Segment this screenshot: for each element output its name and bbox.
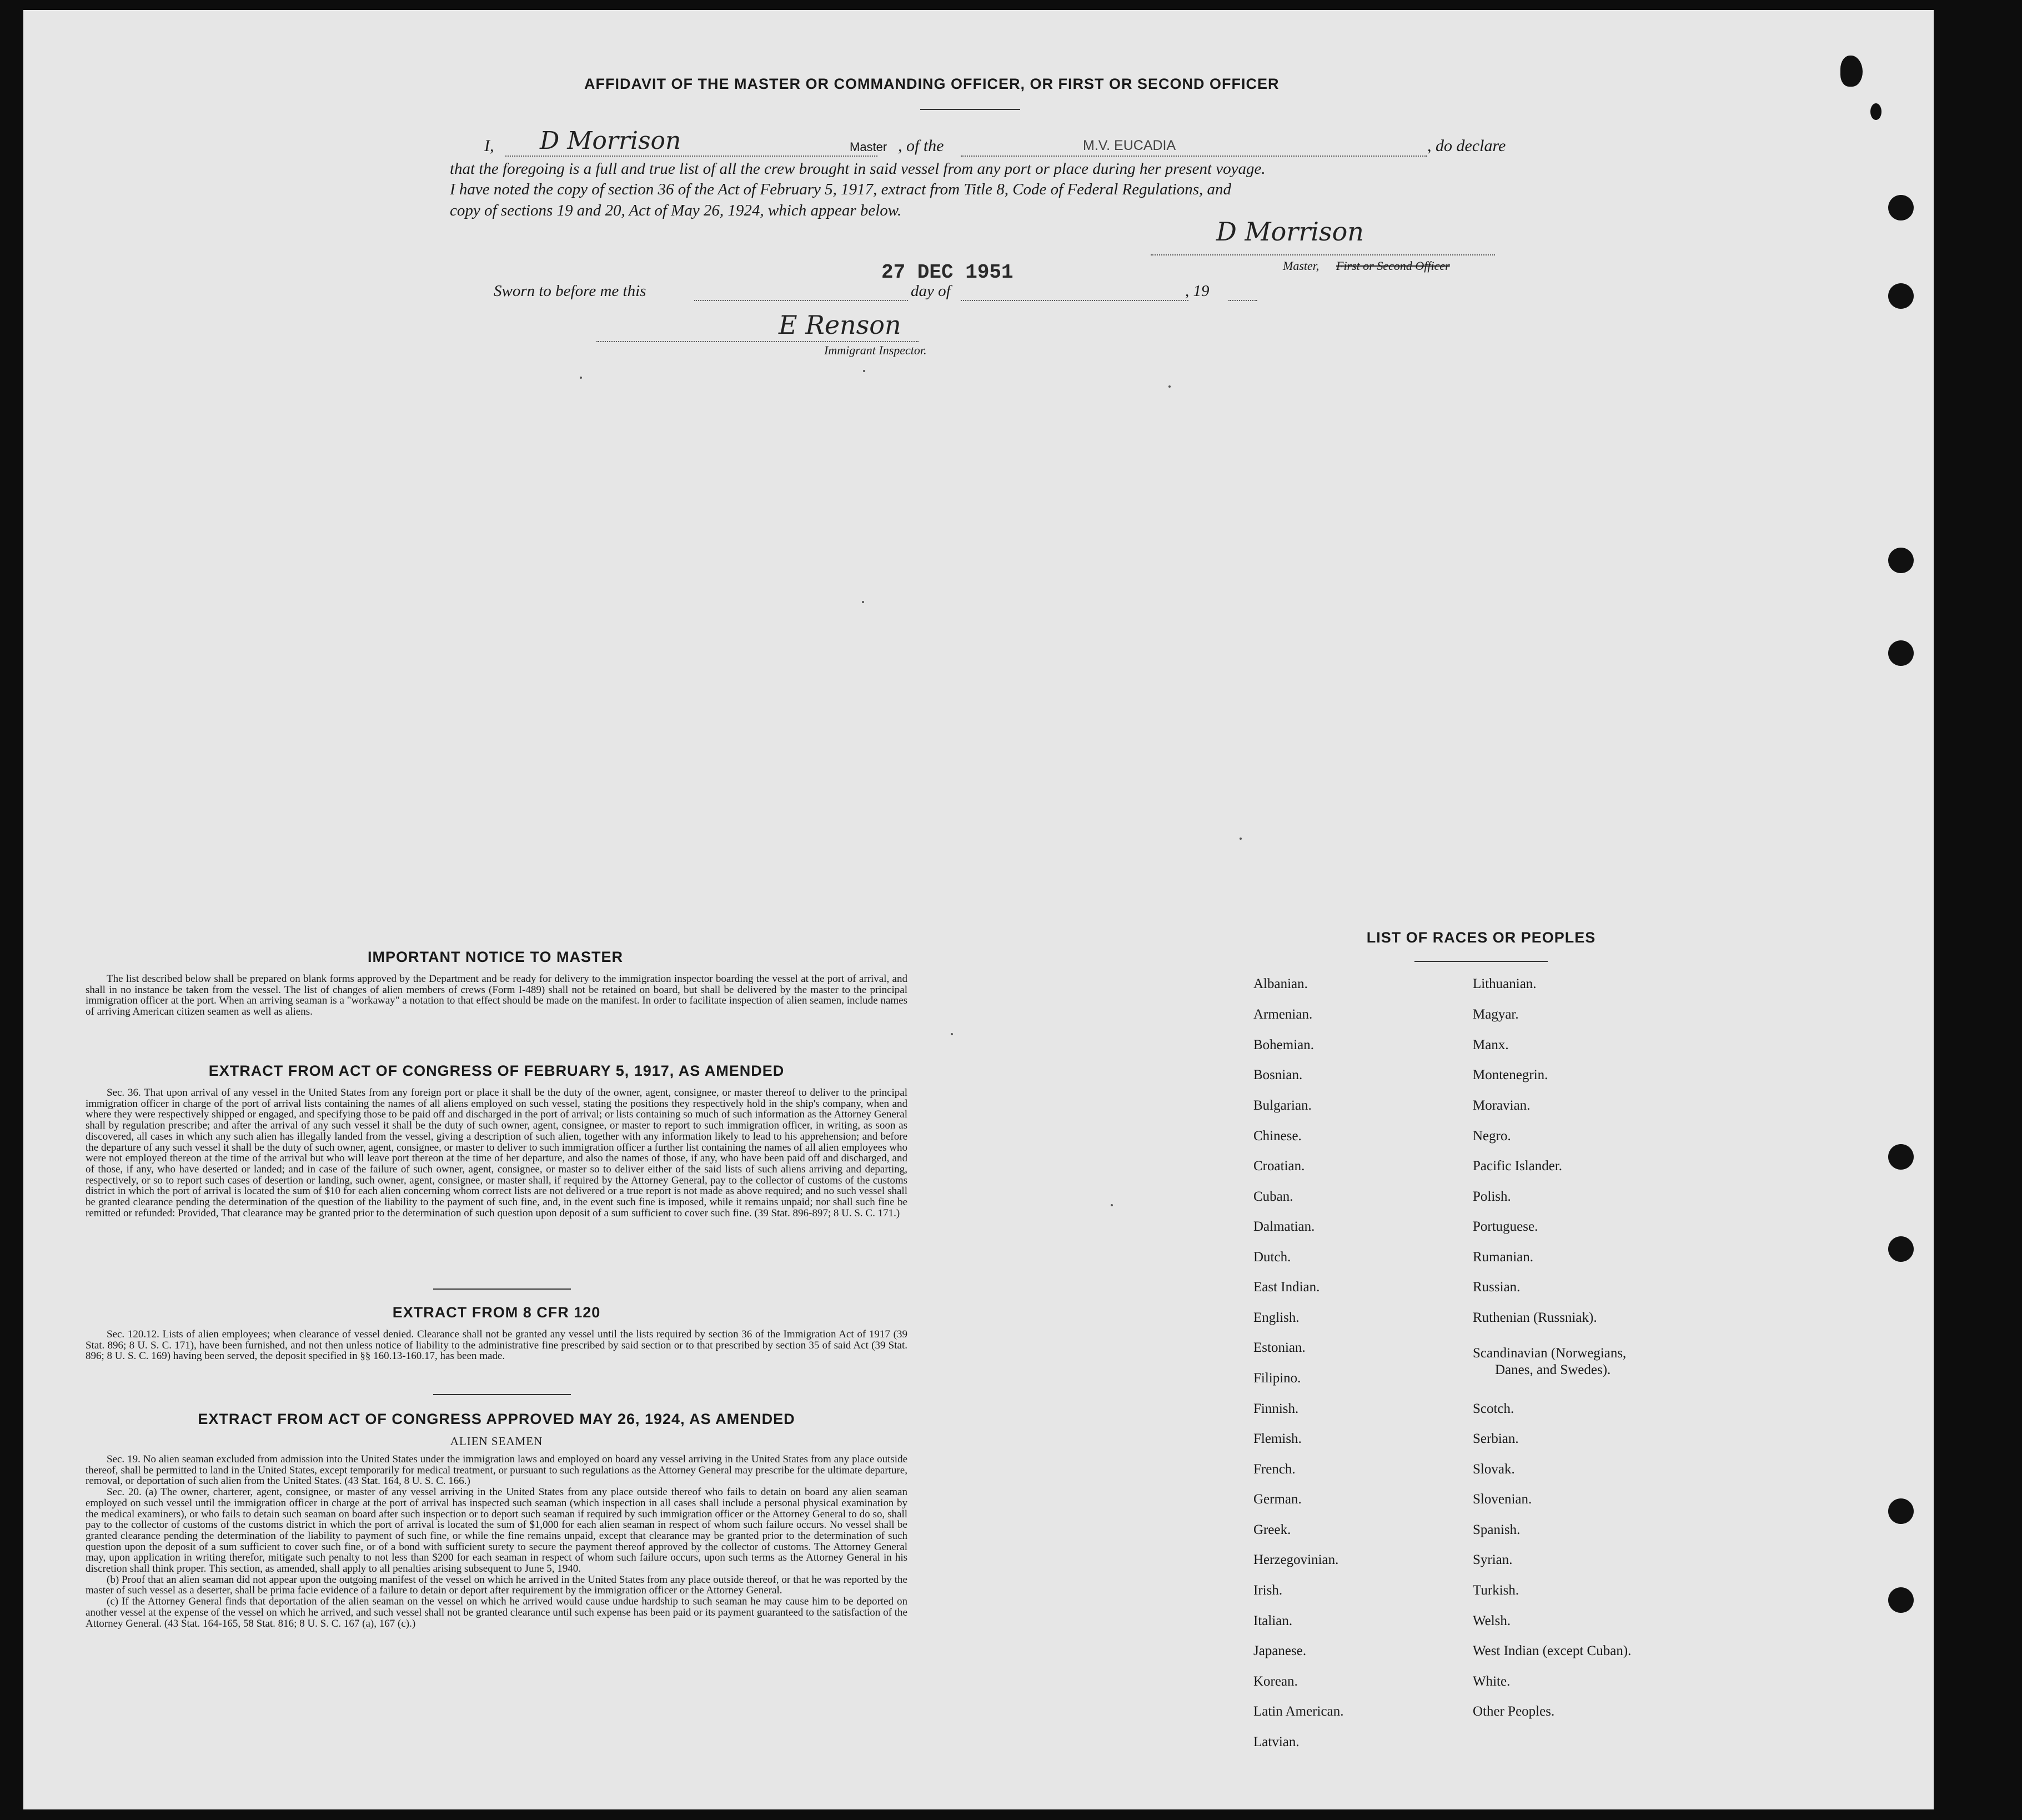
vessel-field-line (961, 156, 1427, 157)
ink-blot (1840, 56, 1863, 87)
section-120-paragraph: Sec. 120.12. Lists of alien employees; when clearance of vessel denied. Clearance shall not be granted any vessel until the lists required by section 36 of the Immigration Act of 1917 (39 Stat. 896; 8 U. S. C. 171), have been furnished, and not then unless notice of liability to the administrative fine prescribed by said section or to that prescribed by section 35 of said Act (39 Stat. 896; 8 U. S. C. 169) having been served, the deposit specified in §§ 160.13-160.17, has been made. (86, 1328, 907, 1362)
race-item: Filipino. (1253, 1371, 1301, 1386)
race-item: Bosnian. (1253, 1067, 1303, 1082)
declaration-i: I, (484, 137, 494, 155)
inspector-label: Immigrant Inspector. (824, 343, 927, 357)
extract-cfr-heading: EXTRACT FROM 8 CFR 120 (392, 1304, 601, 1321)
punch-hole (1888, 1498, 1914, 1524)
race-item: Turkish. (1473, 1583, 1519, 1598)
race-item: Chinese. (1253, 1129, 1302, 1144)
races-heading-rule (1414, 961, 1548, 962)
race-item: Latin American. (1253, 1704, 1344, 1719)
ink-blot (1870, 103, 1881, 120)
do-declare-label: , do declare (1427, 137, 1506, 155)
race-item: Lithuanian. (1473, 976, 1537, 991)
race-item: Negro. (1473, 1129, 1511, 1144)
notice-text (86, 974, 907, 1017)
document-page (23, 10, 1934, 1809)
race-item: Irish. (1253, 1583, 1283, 1598)
section-20b-paragraph: (b) Proof that an alien seaman did not appear upon the outgoing manifest of the vessel on which he arrived in the United States from any place outside thereof, or that he was reported by the master of such vessel as a deserter, shall be prima facie evidence of a failure to detain or deport after requirement by the immigration officer or the Attorney General. (86, 1573, 907, 1597)
race-item: Cuban. (1253, 1189, 1293, 1204)
section-19-paragraph: Sec. 19. No alien seaman excluded from admission into the United States under the immigration laws and employed on board any vessel arriving in the United States from any place outside thereof, shall be permitted to land in the United States, except temporarily for medical treatment, or pursuant to such regulations as the Attorney General may prescribe for the ultimate departure, removal, or deportation of such alien from the United States. (43 Stat. 164, 8 U. S. C. 166.) (86, 1453, 907, 1487)
master-name-handwritten: D Morrison (540, 127, 681, 155)
extract-cfr-text (86, 1329, 907, 1362)
race-item: Magyar. (1473, 1007, 1519, 1022)
section-divider (433, 1394, 571, 1395)
race-item: Spanish. (1473, 1522, 1521, 1537)
year-field-line (1228, 300, 1257, 301)
alien-seamen-subheading: ALIEN SEAMEN (450, 1435, 543, 1448)
race-item: Montenegrin. (1473, 1067, 1548, 1082)
race-item: Korean. (1253, 1674, 1298, 1689)
race-item: Finnish. (1253, 1401, 1299, 1416)
inspector-signature-line (596, 341, 919, 342)
race-item: Japanese. (1253, 1643, 1307, 1658)
declaration-line-2: I have noted the copy of section 36 of the Act of February 5, 1917, extract from Title 8, Code of Federal Regulations, and (450, 181, 1232, 198)
race-item: East Indian. (1253, 1280, 1320, 1295)
inspector-signature: E Renson (779, 310, 901, 340)
race-item: Moravian. (1473, 1098, 1531, 1113)
race-item: Slovak. (1473, 1462, 1515, 1477)
race-item: Herzegovinian. (1253, 1552, 1339, 1567)
master-label: Master, (1283, 259, 1319, 273)
race-item: Other Peoples. (1473, 1704, 1555, 1719)
extract-1924-heading: EXTRACT FROM ACT OF CONGRESS APPROVED MAY 26, 1924, AS AMENDED (198, 1411, 795, 1427)
declaration-line-1: that the foregoing is a full and true list of all the crew brought in said vessel from any port or place during her present voyage. (450, 160, 1266, 178)
speck (862, 601, 864, 603)
race-item: Rumanian. (1473, 1250, 1534, 1265)
race-item: French. (1253, 1462, 1296, 1477)
punch-hole (1888, 283, 1914, 309)
punch-hole (1888, 1236, 1914, 1262)
race-item: Danes, and Swedes). (1495, 1362, 1611, 1377)
race-item: Pacific Islander. (1473, 1159, 1563, 1174)
race-item: Syrian. (1473, 1552, 1513, 1567)
race-item: Armenian. (1253, 1007, 1313, 1022)
section-36-paragraph: Sec. 36. That upon arrival of any vessel in the United States from any foreign port or place it shall be the duty of the owner, agent, consignee, or master thereof to deliver to the principal immigration officer in charge of the port of arrival lists containing the names of all aliens employed on such vessel, stating the positions they respectively hold in the ship's company, when and where they were respectively shipped or engaged, and specifying those to be paid off and discharged in the port of arrival; or lists containing so much of such information as the Attorney General shall by regulation prescribe; and after the arrival of any such vessel it shall be the duty of such owner, agent, consignee, or master to report to such immigration officer, in writing, as soon as discovered, all cases in which any such alien has illegally landed from the vessel, giving a description of such alien, together with any information likely to lead to his apprehension; and before the departure of any such vessel it shall be the duty of such owner, agent, consignee, or master to deliver to such immigration officer a further list containing the names of all alien employees who were not employed thereon at the time of the arrival but who will leave port thereon at the time of her departure, and also the names of those, if any, who have been paid off and discharged, and of those, if any, who have deserted or landed; and in case of the failure of such owner, agent, consignee, or master so to deliver either of the said lists of such aliens arriving and departing, respectively, or so to report such cases of desertion or landing, such owner, agent, consignee, or master shall, if required by the Attorney General, pay to the collector of customs of the customs district in which the port of arrival is located the sum of $10 for each alien concerning whom correct lists are not delivered or a true report is not made as above required; and no such vessel shall be granted clearance pending the determination of the question of the liability to the payment of such fine, and, in the event such fine is imposed, while it remains unpaid; nor shall such fine be remitted or refunded: Provided, That clearance may be granted prior to the determination of such question upon deposit of a sum sufficient to cover such fine. (39 Stat. 896-897; 8 U. S. C. 171.) (86, 1087, 907, 1219)
race-item: White. (1473, 1674, 1511, 1689)
race-item: Flemish. (1253, 1431, 1302, 1446)
race-item: Estonian. (1253, 1340, 1306, 1355)
notice-paragraph: The list described below shall be prepared on blank forms approved by the Department and be ready for delivery to the immigration inspector boarding the vessel at the port of arrival, and shall in no instance be taken from the vessel. The list of changes of alien members of crews (Form I-489) shall not be retained on board, but shall be delivered by the master to the principal immigration officer at the port. When an arriving seaman is a "workaway" a notation to that effect should be made on the manifest. In order to facilitate inspection of alien seamen, include names of arriving American citizen seamen as well as aliens. (86, 973, 907, 1018)
race-item: Slovenian. (1473, 1492, 1532, 1507)
race-item: Scotch. (1473, 1401, 1514, 1416)
signature-line (1151, 254, 1495, 255)
speck (1168, 385, 1171, 388)
punch-hole (1888, 640, 1914, 666)
punch-hole (1888, 195, 1914, 220)
section-20a-paragraph: Sec. 20. (a) The owner, charterer, agent, consignee, or master of any vessel arriving in the United States from any place outside thereof who fails to detain on board any alien seaman employed on such vessel until the immigration officer in charge at the port of arrival has inspected such seaman (which inspection in all cases shall include a personal physical examination by the medical examiners), or who fails to detain such seaman on board after such inspection or to deport such seaman if required by such immigration officer or the Attorney General to do so, shall pay to the collector of customs of the customs district in which the port of arrival is located the sum of $1,000 for each alien seaman in respect of whom such failure occurs. No vessel shall be granted clearance pending the determination of the liability to payment of such fine, or while the fine remains unpaid, except that clearance may be granted prior to the determination of such question upon the deposit of a sum sufficient to cover such fine, or of a bond with sufficient surety to secure the payment thereof approved by the collector of customs. The Attorney General may, upon application in writing therefor, mitigate such penalty to not less than $200 for each seaman in respect of whom such failure occurs, upon such terms as the Attorney General in his discretion shall think proper. This section, as amended, shall apply to all penalties arising subsequent to June 5, 1940. (86, 1486, 907, 1575)
month-field-line (961, 300, 1188, 301)
punch-hole (1888, 548, 1914, 573)
race-item: Bohemian. (1253, 1037, 1314, 1052)
race-item: Serbian. (1473, 1431, 1519, 1446)
races-heading: LIST OF RACES OR PEOPLES (1366, 929, 1596, 946)
race-item: Russian. (1473, 1280, 1521, 1295)
struck-officer-label: First or Second Officer (1336, 259, 1450, 273)
date-stamp: 27 DEC 1951 (881, 261, 1013, 284)
extract-1917-text (86, 1087, 907, 1219)
race-item: Welsh. (1473, 1613, 1511, 1628)
affidavit-heading: AFFIDAVIT OF THE MASTER OR COMMANDING OFFICER, OR FIRST OR SECOND OFFICER (584, 76, 1280, 92)
section-divider (433, 1288, 571, 1290)
day-of-label: day of (911, 282, 951, 300)
speck (1111, 1204, 1113, 1206)
of-the-label: , of the (898, 137, 944, 155)
race-item: Portuguese. (1473, 1219, 1538, 1234)
year-prefix-label: , 19 (1185, 282, 1210, 300)
race-item: West Indian (except Cuban). (1473, 1643, 1632, 1658)
race-item: Scandinavian (Norwegians, (1473, 1346, 1627, 1361)
section-20c-paragraph: (c) If the Attorney General finds that deportation of the alien seaman on the vessel on which he arrived would cause undue hardship to such seaman he may cause him to be deported on another vessel at the expense of the vessel on which he arrived, and such vessel shall not be granted clearance until such expense has been paid or its payment guaranteed to the satisfaction of the Attorney General. (43 Stat. 164-165, 58 Stat. 816; 8 U. S. C. 167 (a), 167 (c).) (86, 1596, 907, 1630)
race-item: Polish. (1473, 1189, 1511, 1204)
race-item: Manx. (1473, 1037, 1509, 1052)
race-item: Croatian. (1253, 1159, 1305, 1174)
master-signature: D Morrison (1216, 217, 1364, 247)
race-item: German. (1253, 1492, 1302, 1507)
race-item: Ruthenian (Russniak). (1473, 1310, 1597, 1325)
name-field-line (505, 156, 877, 157)
rank-label: Master (850, 140, 887, 154)
notice-heading: IMPORTANT NOTICE TO MASTER (368, 949, 623, 965)
speck (863, 370, 865, 372)
vessel-name: M.V. EUCADIA (1083, 138, 1176, 153)
race-item: English. (1253, 1310, 1300, 1325)
extract-1924-text (86, 1454, 907, 1629)
speck (951, 1033, 953, 1035)
race-item: Latvian. (1253, 1734, 1300, 1749)
speck (580, 377, 582, 379)
race-item: Dalmatian. (1253, 1219, 1315, 1234)
race-item: Greek. (1253, 1522, 1291, 1537)
race-item: Bulgarian. (1253, 1098, 1312, 1113)
declaration-line-3: copy of sections 19 and 20, Act of May 26, 1924, which appear below. (450, 202, 902, 219)
heading-rule (920, 109, 1020, 110)
race-item: Italian. (1253, 1613, 1293, 1628)
sworn-label: Sworn to before me this (494, 282, 646, 300)
race-item: Albanian. (1253, 976, 1308, 991)
day-field-line (694, 300, 908, 301)
punch-hole (1888, 1587, 1914, 1613)
speck (1240, 838, 1242, 840)
extract-1917-heading: EXTRACT FROM ACT OF CONGRESS OF FEBRUARY 5, 1917, AS AMENDED (208, 1062, 785, 1079)
race-item: Dutch. (1253, 1250, 1291, 1265)
punch-hole (1888, 1144, 1914, 1170)
